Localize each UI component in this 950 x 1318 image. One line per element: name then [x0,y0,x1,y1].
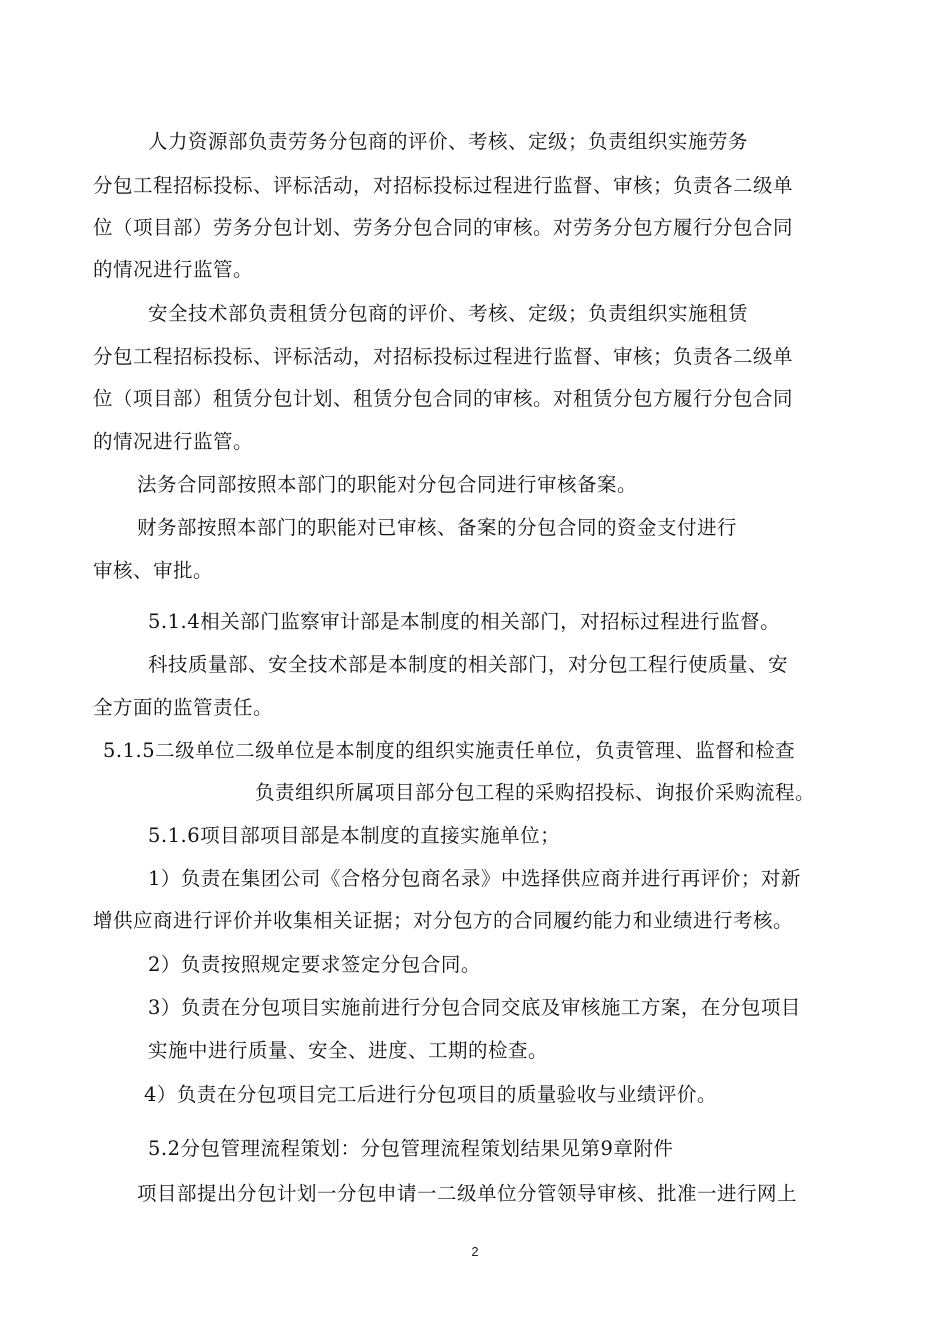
paragraph-process: 项目部提出分包计划一分包申请一二级单位分管领导审核、批准一进行网上 [137,1182,798,1205]
paragraph-safety-line-3: 位（项目部）租赁分包计划、租赁分包合同的审核。对租赁分包方履行分包合同 [93,387,794,410]
section-5-1-6: 5.1.6项目部项目部是本制度的直接实施单位； [148,824,561,847]
section-5-1-5-line-1: 5.1.5二级单位二级单位是本制度的组织实施责任单位，负责管理、监督和检查 [103,739,796,762]
paragraph-labor-line-4: 的情况进行监管。 [93,258,254,281]
paragraph-legal: 法务合同部按照本部门的职能对分包合同进行审核备案。 [137,473,638,496]
item-1-line-2: 增供应商进行评价并收集相关证据；对分包方的合同履约能力和业绩进行考核。 [93,909,794,932]
paragraph-safety-line-1: 安全技术部负责租赁分包商的评价、考核、定级；负责组织实施租赁 [148,302,749,325]
section-5-1-5-line-2: 负责组织所属项目部分包工程的采购招投标、询报价采购流程。 [255,781,816,804]
section-5-2: 5.2分包管理流程策划：分包管理流程策划结果见第9章附件 [148,1137,674,1160]
paragraph-finance-line-1: 财务部按照本部门的职能对已审核、备案的分包合同的资金支付进行 [137,516,738,539]
item-4: 4）负责在分包项目完工后进行分包项目的质量验收与业绩评价。 [144,1083,717,1106]
paragraph-labor-line-3: 位（项目部）劳务分包计划、劳务分包合同的审核。对劳务分包方履行分包合同 [93,216,794,239]
item-3-line-2: 实施中进行质量、安全、进度、工期的检查。 [148,1039,549,1062]
section-5-1-4: 5.1.4相关部门监察审计部是本制度的相关部门，对招标过程进行监督。 [148,610,781,633]
item-3-line-1: 3）负责在分包项目实施前进行分包合同交底及审核施工方案，在分包项目 [148,996,801,1019]
paragraph-labor-line-2: 分包工程招标投标、评标活动，对招标投标过程进行监督、审核；负责各二级单 [93,174,794,197]
paragraph-quality-line-2: 全方面的监管责任。 [93,696,274,719]
paragraph-safety-line-2: 分包工程招标投标、评标活动，对招标投标过程进行监督、审核；负责各二级单 [93,345,794,368]
item-1-line-1: 1）负责在集团公司《合格分包商名录》中选择供应商并进行再评价；对新 [148,867,801,890]
paragraph-finance-line-2: 审核、审批。 [93,559,214,582]
paragraph-labor-line-1: 人力资源部负责劳务分包商的评价、考核、定级；负责组织实施劳务 [148,130,749,153]
page-number: 2 [471,1244,479,1259]
paragraph-safety-line-4: 的情况进行监管。 [93,430,254,453]
item-2: 2）负责按照规定要求签定分包合同。 [148,953,481,976]
paragraph-quality-line-1: 科技质量部、安全技术部是本制度的相关部门，对分包工程行使质量、安 [148,653,789,676]
